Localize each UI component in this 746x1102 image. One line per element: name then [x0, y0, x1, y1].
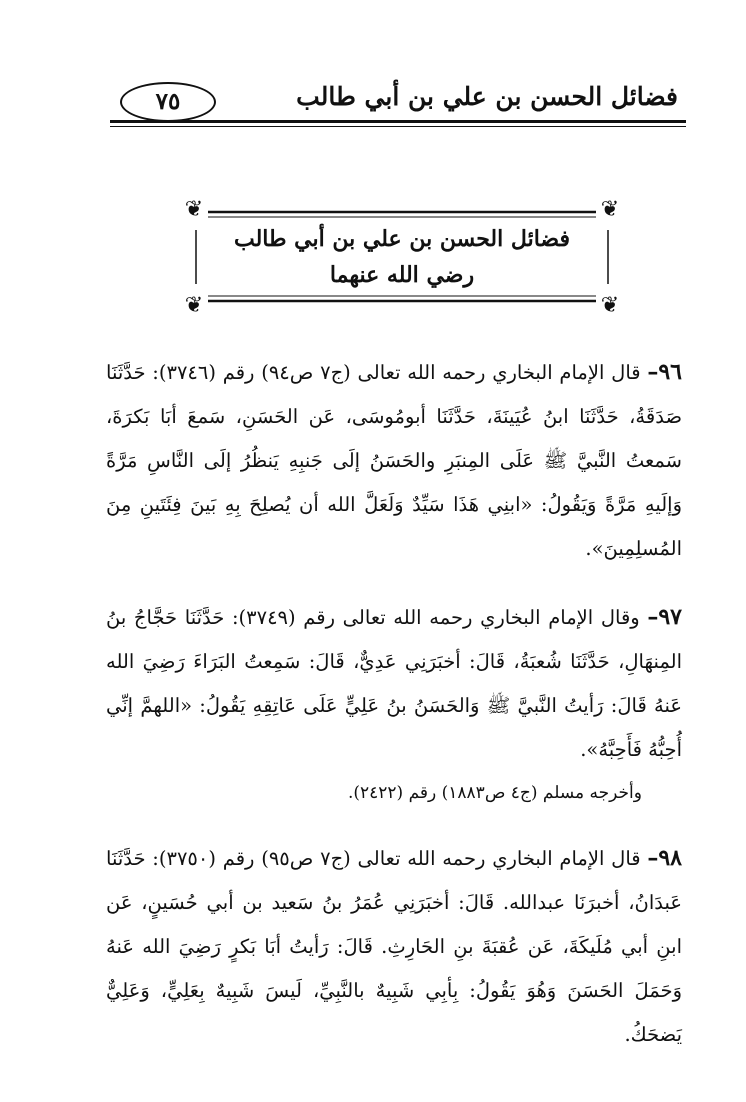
hadith-number: ٩٦–	[647, 359, 682, 385]
page-number: ٧٥	[120, 82, 216, 122]
frame-border	[178, 200, 626, 312]
chapter-subtitle: رضي الله عنهما	[329, 262, 475, 288]
hadith-paragraph	[106, 836, 682, 1057]
chapter-title-frame	[178, 197, 626, 318]
chapter-title: فضائل الحسن بن علي بن أبي طالب	[233, 226, 570, 252]
hadith-number: ٩٨–	[647, 845, 682, 871]
hadith-text: قال الإمام البخاري رحمه الله تعالى (ج٧ ص٩٤) رقم (٣٧٤٦): حَدَّثَنَا صَدَقَةُ، حَدَّثَنَا ابنُ عُيَينَةَ، حَدَّثَنَا أبومُوسَى، عَن الحَسَنِ، سَمعَ أبَا بَكرَةَ، سَمعتُ النَّبيَّ ﷺ عَلَى المِنبَرِ والحَسَنُ إلَى جَنبِهِ يَنظُرُ إلَى النَّاسِ مَرَّةً وَإلَيهِ مَرَّةً وَيَقُولُ: «ابنِي هَذَا سَيِّدٌ وَلَعَلَّ الله أن يُصلِحَ بِهِ بَينَ فِئَتَينِ مِنَ المُسلِمِينَ».	[106, 361, 682, 560]
page-header	[110, 78, 686, 130]
hadith-paragraph	[106, 595, 682, 772]
hadith-number: ٩٧–	[647, 604, 682, 630]
hadith-paragraph	[106, 350, 682, 571]
hadith-text: وقال الإمام البخاري رحمه الله تعالى رقم (٣٧٤٩): حَدَّثَنَا حَجَّاجُ بنُ المِنهَالِ، حَدَّثَنَا شُعبَةُ، قَالَ: أخبَرَنِي عَدِيٌّ، قَالَ: سَمِعتُ البَرَاءَ رَضِيَ الله عَنهُ قَالَ: رَأيتُ النَّبيَّ ﷺ وَالحَسَنُ بنُ عَلِيٍّ عَلَى عَاتِقِهِ يَقُولُ: «اللهمَّ إنِّي أُحِبُّهُ فَأَحِبَّهُ».	[106, 606, 682, 761]
hadith-text: قال الإمام البخاري رحمه الله تعالى (ج٧ ص٩٥) رقم (٣٧٥٠): حَدَّثَنَا عَبدَانُ، أخبرَنَا عبدالله. قَالَ: أخبَرَنِي عُمَرُ بنُ سَعيد بن أبي حُسَينٍ، عَن ابنِ أبي مُلَيكَةَ، عَن عُقبَةَ بنِ الحَارِثِ. قَالَ: رَأيتُ أبَا بَكرٍ رَضِيَ الله عَنهُ وَحَمَلَ الحَسَنَ وَهُوَ يَقُولُ: بِأبِي شَبِيهٌ بالنَّبِيِّ، لَيسَ شَبِيهٌ بِعَلِيٍّ، وَعَلِيٌّ يَضحَكُ.	[106, 847, 682, 1046]
hadith-note: وأخرجه مسلم (ج٤ ص١٨٨٣) رقم (٢٤٢٢).	[347, 783, 642, 803]
main-text	[106, 350, 682, 1057]
header-rule-thin	[110, 126, 686, 127]
floral-ornament-icon: ❦	[600, 197, 620, 222]
header-rule-thick	[110, 120, 686, 123]
floral-ornament-icon: ❦	[184, 197, 204, 222]
floral-ornament-icon: ❦	[184, 293, 204, 318]
running-title: فضائل الحسن بن علي بن أبي طالب	[296, 82, 678, 111]
floral-ornament-icon: ❦	[600, 293, 620, 318]
